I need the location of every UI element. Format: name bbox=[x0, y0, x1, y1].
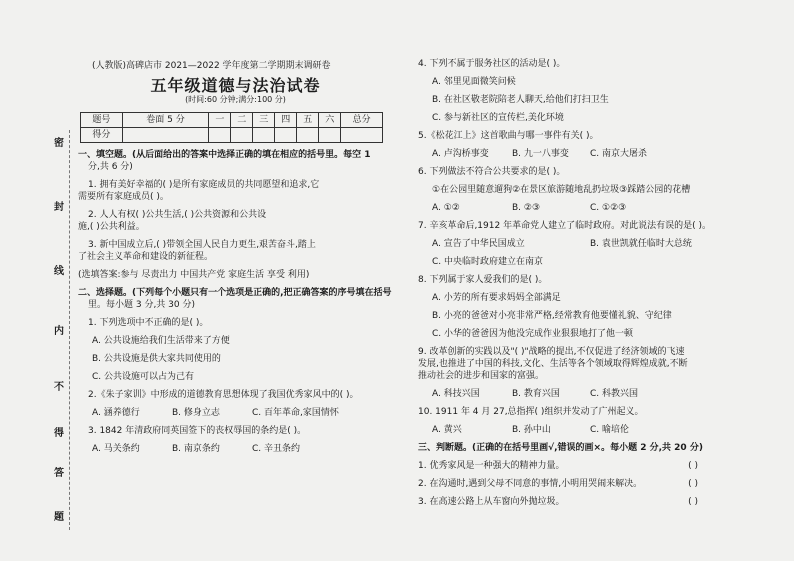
choice-question-2: 2.《朱子家训》中形成的道德教育思想体现了我国优秀家风中的( )。 bbox=[88, 390, 359, 400]
seal-char: 线 bbox=[54, 266, 64, 277]
choice-option: C. 喻培伦 bbox=[590, 425, 630, 435]
score-cell: 总分 bbox=[341, 113, 383, 128]
score-input-cell[interactable] bbox=[297, 128, 319, 143]
choice-option: B. ②③ bbox=[512, 203, 541, 213]
choice-options-row bbox=[418, 148, 718, 160]
exam-header: (人教版)高碑店市 2021—2022 学年度第二学期期末调研卷 bbox=[92, 61, 331, 71]
seal-char: 答 bbox=[54, 468, 64, 479]
choice-option: B. 小亮的爸爸对小亮非常严格,经常教育他要懂礼貌、守纪律 bbox=[432, 311, 672, 321]
section-2-title-cont: 里。每小题 3 分,共 30 分) bbox=[88, 300, 195, 310]
fill-question-1-cont: 需要所有家庭成员( )。 bbox=[78, 192, 169, 202]
choice-option: C. 科教兴国 bbox=[590, 389, 639, 399]
seal-char: 内 bbox=[54, 326, 64, 337]
judge-question-text: 1. 优秀家风是一种强大的精神力量。 bbox=[418, 461, 565, 471]
score-table-score-row bbox=[81, 128, 383, 143]
score-input-cell[interactable] bbox=[209, 128, 231, 143]
choice-question-6-items: ①在公园里随意遛狗②在景区旅游随地乱扔垃圾③踩踏公园的花槽 bbox=[432, 185, 691, 195]
exam-subtitle: (时间:60 分钟;满分:100 分) bbox=[185, 95, 286, 104]
seal-dashed-line bbox=[69, 130, 70, 530]
choice-options-row bbox=[418, 202, 718, 214]
fill-question-2: 2. 人人有权( )公共生活,( )公共资源和公共设 bbox=[88, 210, 267, 220]
choice-option: B. 孙中山 bbox=[512, 425, 551, 435]
choice-option: A. 卢沟桥事变 bbox=[432, 149, 489, 159]
choice-option: C. 辛丑条约 bbox=[252, 444, 301, 454]
choice-option: C. 公共设施可以占为己有 bbox=[92, 372, 195, 382]
section-2-title: 二、选择题。(下列每个小题只有一个选项是正确的,把正确答案的序号填在括号 bbox=[78, 288, 392, 298]
seal-char: 不 bbox=[54, 382, 64, 393]
choice-options-row bbox=[418, 424, 718, 436]
judge-question bbox=[418, 496, 718, 508]
choice-option: B. 袁世凯就任临时大总统 bbox=[590, 239, 692, 249]
choice-option: C. ①②③ bbox=[590, 203, 627, 213]
choice-question-1: 1. 下列选项中不正确的是( )。 bbox=[88, 318, 209, 328]
fill-question-2-cont: 施,( )公共利益。 bbox=[78, 222, 145, 232]
choice-option: B. 在社区敬老院陪老人聊天,给他们打扫卫生 bbox=[432, 95, 609, 105]
score-input-cell[interactable] bbox=[319, 128, 341, 143]
section-3-title: 三、判断题。(正确的在括号里画√,错误的画×。每小题 2 分,共 20 分) bbox=[418, 443, 703, 453]
score-input-cell[interactable] bbox=[341, 128, 383, 143]
section-1-title-cont: 分,共 6 分) bbox=[88, 162, 133, 172]
answer-paren[interactable]: ( ) bbox=[688, 461, 698, 471]
choice-option: A. 黄兴 bbox=[432, 425, 462, 435]
choice-question-5: 5.《松花江上》这首歌曲与哪一事件有关( )。 bbox=[418, 131, 599, 141]
right-column bbox=[418, 58, 718, 508]
seal-char: 得 bbox=[54, 428, 64, 439]
score-cell: 五 bbox=[297, 113, 319, 128]
judge-question-text: 2. 在沟通时,遇到父母不同意的事情,小明用哭闹来解决。 bbox=[418, 479, 643, 489]
judge-question-text: 3. 在高速公路上从车窗向外抛垃圾。 bbox=[418, 497, 565, 507]
choice-option: A. 邻里见面微笑问候 bbox=[432, 77, 516, 87]
score-cell: 三 bbox=[253, 113, 275, 128]
judge-question bbox=[418, 460, 718, 472]
score-cell: 二 bbox=[231, 113, 253, 128]
choice-option: C. 参与新社区的宣传栏,美化环境 bbox=[432, 113, 564, 123]
score-table bbox=[80, 112, 383, 143]
seal-char: 密 bbox=[54, 138, 64, 149]
choice-question-8: 8. 下列属于家人爱我们的是( )。 bbox=[418, 275, 548, 285]
fill-question-1: 1. 拥有美好幸福的( )是所有家庭成员的共同愿望和追求,它 bbox=[88, 180, 320, 190]
section-1-title: 一、填空题。(从后面给出的答案中选择正确的填在相应的括号里。每空 1 bbox=[78, 150, 371, 160]
choice-option: B. 修身立志 bbox=[172, 408, 220, 418]
choice-option: B. 九一八事变 bbox=[512, 149, 569, 159]
exam-title: 五年级道德与法治试卷 bbox=[150, 76, 321, 95]
choice-option: A. 小芳的所有要求妈妈全部满足 bbox=[432, 293, 561, 303]
choice-option: A. 马关条约 bbox=[92, 444, 140, 454]
choice-question-9-cont: 推动社会的进步和国家的富强。 bbox=[418, 371, 545, 381]
choice-option: C. 百年革命,家国情怀 bbox=[252, 408, 339, 418]
choice-option: B. 教育兴国 bbox=[512, 389, 560, 399]
score-cell: 六 bbox=[319, 113, 341, 128]
score-input-cell[interactable] bbox=[231, 128, 253, 143]
score-cell: 题号 bbox=[81, 113, 123, 128]
judge-question bbox=[418, 478, 718, 490]
score-cell: 四 bbox=[275, 113, 297, 128]
choice-question-4: 4. 下列不属于服务社区的活动是( )。 bbox=[418, 59, 566, 69]
judge-questions bbox=[418, 460, 718, 508]
score-cell: 一 bbox=[209, 113, 231, 128]
choice-options-row bbox=[78, 407, 393, 419]
choice-question-3: 3. 1842 年清政府同英国签下的丧权辱国的条约是( )。 bbox=[88, 426, 307, 436]
choice-option: A. 公共设施给我们生活带来了方便 bbox=[92, 336, 230, 346]
choice-option: C. 中央临时政府建立在南京 bbox=[432, 257, 544, 267]
seal-char: 题 bbox=[54, 512, 64, 523]
answer-paren[interactable]: ( ) bbox=[688, 479, 698, 489]
choice-option: A. 科技兴国 bbox=[432, 389, 480, 399]
choice-options-row bbox=[418, 238, 718, 250]
answer-paren[interactable]: ( ) bbox=[688, 497, 698, 507]
choice-options-row bbox=[418, 388, 718, 400]
choice-option: C. 小华的爸爸因为他没完成作业狠狠地打了他一顿 bbox=[432, 329, 634, 339]
score-table-header-row bbox=[81, 113, 383, 128]
left-column bbox=[78, 58, 393, 455]
choice-question-9-cont: 发展,也推进了中国的科技,文化、生活等各个领域取得辉煌成就,不断 bbox=[418, 359, 688, 369]
score-input-cell[interactable] bbox=[253, 128, 275, 143]
score-input-cell[interactable] bbox=[122, 128, 209, 143]
score-cell: 卷面 5 分 bbox=[122, 113, 209, 128]
choice-question-9: 9. 改革创新的实践以及"( )"战略的提出,不仅促进了经济领域的飞速 bbox=[418, 347, 685, 357]
choice-option: C. 南京大屠杀 bbox=[590, 149, 648, 159]
choice-question-10: 10. 1911 年 4 月 27,总指挥( )组织并发动了广州起义。 bbox=[418, 407, 644, 417]
choice-option: A. 涵养德行 bbox=[92, 408, 140, 418]
fill-choices: (选填答案:参与 尽责出力 中国共产党 家庭生活 享受 利用) bbox=[78, 270, 310, 280]
choice-option: B. 公共设施是供大家共同使用的 bbox=[92, 354, 221, 364]
choice-options-row bbox=[78, 443, 393, 455]
seal-char: 封 bbox=[54, 202, 64, 213]
choice-option: A. 宣告了中华民国成立 bbox=[432, 239, 525, 249]
score-input-cell[interactable] bbox=[275, 128, 297, 143]
choice-option: A. ①② bbox=[432, 203, 460, 213]
fill-question-3-cont: 了社会主义革命和建设的新征程。 bbox=[78, 252, 214, 262]
fill-question-3: 3. 新中国成立后,( )带领全国人民自力更生,艰苦奋斗,踏上 bbox=[88, 240, 316, 250]
choice-option: B. 南京条约 bbox=[172, 444, 220, 454]
choice-question-7: 7. 辛亥革命后,1912 年革命党人建立了临时政府。对此说法有误的是( )。 bbox=[418, 221, 711, 231]
score-row-label: 得分 bbox=[81, 128, 123, 143]
choice-question-6: 6. 下列做法不符合公共要求的是( )。 bbox=[418, 167, 566, 177]
